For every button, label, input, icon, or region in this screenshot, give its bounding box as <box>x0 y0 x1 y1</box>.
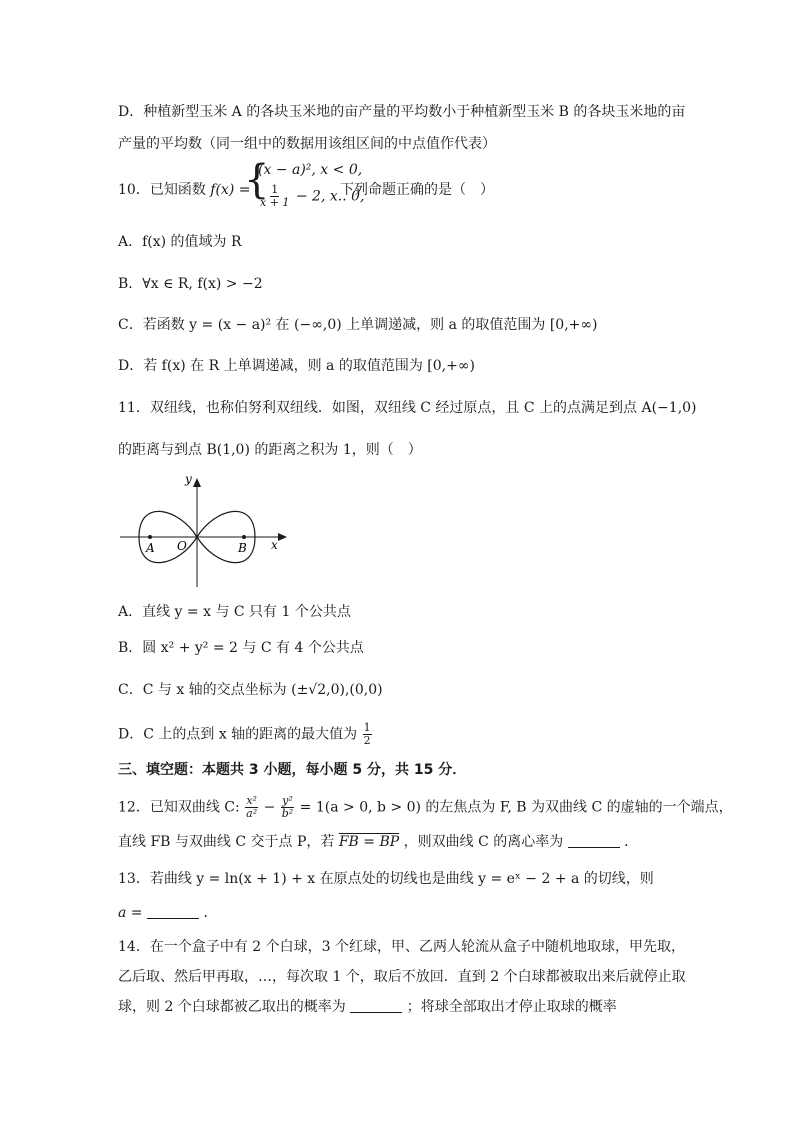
x-axis-arrow <box>278 533 287 541</box>
q12-line1 <box>118 795 733 820</box>
q10-prefix: 10．已知函数 <box>118 182 206 198</box>
q11-stem-line2: 的距离与到点 B(1,0) 的距离之积为 1，则（ ） <box>118 442 422 458</box>
q12-fraction-x-den: a² <box>246 807 258 820</box>
q9-option-d-line1: D．种植新型玉米 A 的各块玉米地的亩产量的平均数小于种植新型玉米 B 的各块玉米地的亩 <box>118 104 686 120</box>
q11-option-d-den: 2 <box>363 734 371 747</box>
q14-line2: 乙后取、然后甲再取，…，每次取 1 个，取后不放回．直到 2 个白球都被取出来后就停止取 <box>118 969 686 985</box>
q10-case2-fraction <box>259 184 290 209</box>
q14-line3 <box>118 997 617 1017</box>
label-a: A <box>146 541 155 555</box>
q10-case2-den: x + 1 <box>260 196 290 209</box>
q14-line3-end: ；将球全部取出才停止取球的概率 <box>406 999 617 1015</box>
q12-fraction-y-num: y² <box>282 794 293 807</box>
x-axis-label: x <box>271 538 278 552</box>
q11-option-d-fraction <box>363 722 372 747</box>
q10-suffix: 下列命题正确的是（ ） <box>340 182 494 198</box>
q12-prefix: 12．已知双曲线 C: <box>118 799 240 816</box>
q11-option-c: C．C 与 x 轴的交点坐标为 (±√2,0),(0,0) <box>118 682 383 698</box>
q12-minus: − <box>263 799 276 816</box>
q13-period: ． <box>203 905 218 921</box>
q13-line1: 13．若曲线 y = ln(x + 1) + x 在原点处的切线也是曲线 y = eˣ − 2 + a 的切线，则 <box>118 871 654 887</box>
point-a <box>148 535 152 539</box>
q9-option-d-line2: 产量的平均数（同一组中的数据用该组区间的中点值作代表） <box>118 136 496 152</box>
q10-case2-num: 1 <box>271 183 279 196</box>
q12-line2-end: ，则双曲线 C 的离心率为 <box>403 834 564 850</box>
q14-line3-start: 球，则 2 个白球都被乙取出的概率为 <box>118 999 346 1015</box>
q12-rest: = 1(a > 0, b > 0) 的左焦点为 F, B 为双曲线 C 的虚轴的一个端点， <box>299 799 733 816</box>
q11-option-d <box>118 722 373 747</box>
q13-line2-start: a = <box>118 905 143 921</box>
q11-option-b: B．圆 x² + y² = 2 与 C 有 4 个公共点 <box>118 640 364 656</box>
q10-stem <box>118 180 250 200</box>
q10-fx: f(x) = <box>210 182 251 198</box>
q12-fraction-y <box>281 795 294 820</box>
q12-fraction-y-den: b² <box>281 807 294 820</box>
q10-brace: { <box>244 157 270 203</box>
y-axis-label: y <box>185 472 192 486</box>
q12-vector-equation: FB = BP <box>338 834 400 850</box>
point-b <box>242 535 246 539</box>
q12-period: ． <box>624 834 639 850</box>
lemniscate-figure <box>115 470 295 592</box>
label-b: B <box>238 541 247 555</box>
q12-answer-blank <box>568 833 620 848</box>
y-axis-arrow <box>193 478 201 487</box>
q14-answer-blank <box>350 998 402 1013</box>
q10-case2-rest: − 2, x.. 0, <box>295 188 365 205</box>
q12-line2 <box>118 832 638 852</box>
q11-option-d-num: 1 <box>363 721 371 734</box>
q10-case1: (x − a)², x < 0, <box>258 162 363 178</box>
q11-option-a: A．直线 y = x 与 C 只有 1 个公共点 <box>118 604 351 620</box>
q13-answer-blank <box>147 904 199 919</box>
q12-fraction-x <box>245 795 258 820</box>
q12-fraction-x-num: x² <box>246 794 257 807</box>
q14-line1: 14．在一个盒子中有 2 个白球，3 个红球，甲、乙两人轮流从盒子中随机地取球，甲先取， <box>118 939 685 955</box>
q12-line2-start: 直线 FB 与双曲线 C 交于点 P，若 <box>118 834 335 850</box>
q10-option-a: A．f(x) 的值域为 R <box>118 234 242 250</box>
q13-line2 <box>118 903 217 923</box>
q10-option-b: B．∀x ∈ R, f(x) > −2 <box>118 276 263 292</box>
section-3-heading: 三、填空题：本题共 3 小题，每小题 5 分，共 15 分． <box>118 762 467 778</box>
label-o: O <box>177 539 187 553</box>
q10-option-c: C．若函数 y = (x − a)² 在 (−∞,0) 上单调递减，则 a 的取值范围为 [0,+∞) <box>118 317 598 333</box>
q10-option-d: D．若 f(x) 在 R 上单调递减，则 a 的取值范围为 [0,+∞) <box>118 358 475 374</box>
q11-stem-line1: 11．双纽线，也称伯努利双纽线．如图，双纽线 C 经过原点，且 C 上的点满足到点 A(−1,0) <box>118 400 697 416</box>
q11-option-d-text: D．C 上的点到 x 轴的距离的最大值为 <box>118 726 358 743</box>
